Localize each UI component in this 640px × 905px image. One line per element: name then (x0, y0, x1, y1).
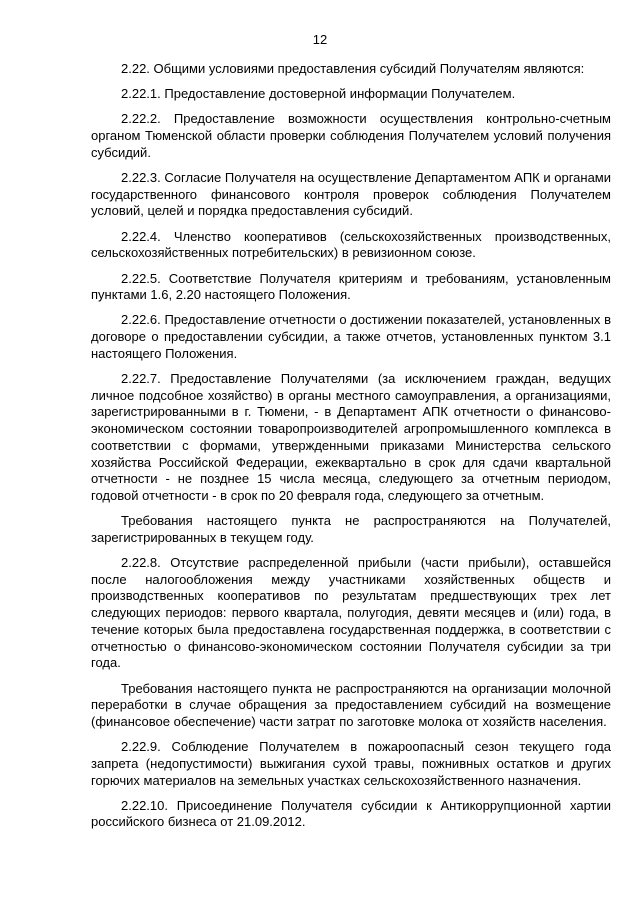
paragraph-2-22-4: 2.22.4. Членство кооперативов (сельскохозяйственных производственных, сельскохозяйственных потребительских) в ревизионном союзе. (91, 228, 611, 261)
paragraph-2-22-7: 2.22.7. Предоставление Получателями (за исключением граждан, ведущих личное подсобное хозяйство) в органы местного самоуправления, а организациями, зарегистрированными в г. Тюмени, - в Департамент АПК отчетности о финансово-экономическом состоянии товаропроизводителей агропромышленного комплекса в соответствии с формами, утвержденными приказами Министерства сельского хозяйства Российской Федерации, ежеквартально в срок для сдачи квартальной отчетности - не позднее 15 числа месяца, следующего за отчетным периодом, годовой отчетности - в срок по 20 февраля года, следующего за отчетным. (91, 371, 611, 503)
paragraph-2-22-7-note: Требования настоящего пункта не распространяются на Получателей, зарегистрированных в текущем году. (91, 513, 611, 545)
paragraph-2-22-10: 2.22.10. Присоединение Получателя субсидии к Антикоррупционной хартии российского бизнеса от 21.09.2012. (91, 797, 611, 830)
paragraph-2-22-2: 2.22.2. Предоставление возможности осуществления контрольно-счетным органом Тюменской области проверки соблюдения Получателем условий получения субсидий. (91, 111, 611, 160)
paragraph-2-22-8: 2.22.8. Отсутствие распределенной прибыли (части прибыли), оставшейся после налогообложения между участниками хозяйственных обществ и производственных кооперативов по результатам предшествующих трех лет следующих периодов: первого квартала, полугодия, девяти месяцев и (или) года, в течение которых была предоставлена государственная поддержка, в соответствии с отчетностью о финансово-экономическом состоянии Получателя субсидии за три года. (91, 555, 611, 671)
document-body (91, 61, 611, 840)
paragraph-2-22-1: 2.22.1. Предоставление достоверной информации Получателем. (121, 86, 516, 102)
paragraph-2-22-5: 2.22.5. Соответствие Получателя критериям и требованиям, установленным пунктами 1.6, 2.20 настоящего Положения. (91, 270, 611, 303)
paragraph-2-22-6: 2.22.6. Предоставление отчетности о достижении показателей, установленных в договоре о предоставлении субсидии, а также отчетов, установленных пунктом 3.1 настоящего Положения. (91, 312, 611, 361)
paragraph-2-22-8-note: Требования настоящего пункта не распространяются на организации молочной переработки в случае обращения за предоставлением субсидий на возмещение (финансовое обеспечение) части затрат по заготовке молока от хозяйств населения. (91, 680, 611, 729)
paragraph-2-22-3: 2.22.3. Согласие Получателя на осуществление Департаментом АПК и органами государственного финансового контроля проверок соблюдения Получателем условий, целей и порядка предоставления субсидий. (91, 170, 611, 219)
paragraph-2-22-9: 2.22.9. Соблюдение Получателем в пожароопасный сезон текущего года запрета (недопустимости) выжигания сухой травы, пожнивных остатков и других горючих материалов на земельных участках сельскохозяйственного назначения. (91, 739, 611, 788)
page-number: 12 (312, 32, 328, 47)
paragraph-2-22: 2.22. Общими условиями предоставления субсидий Получателям являются: (121, 61, 585, 76)
